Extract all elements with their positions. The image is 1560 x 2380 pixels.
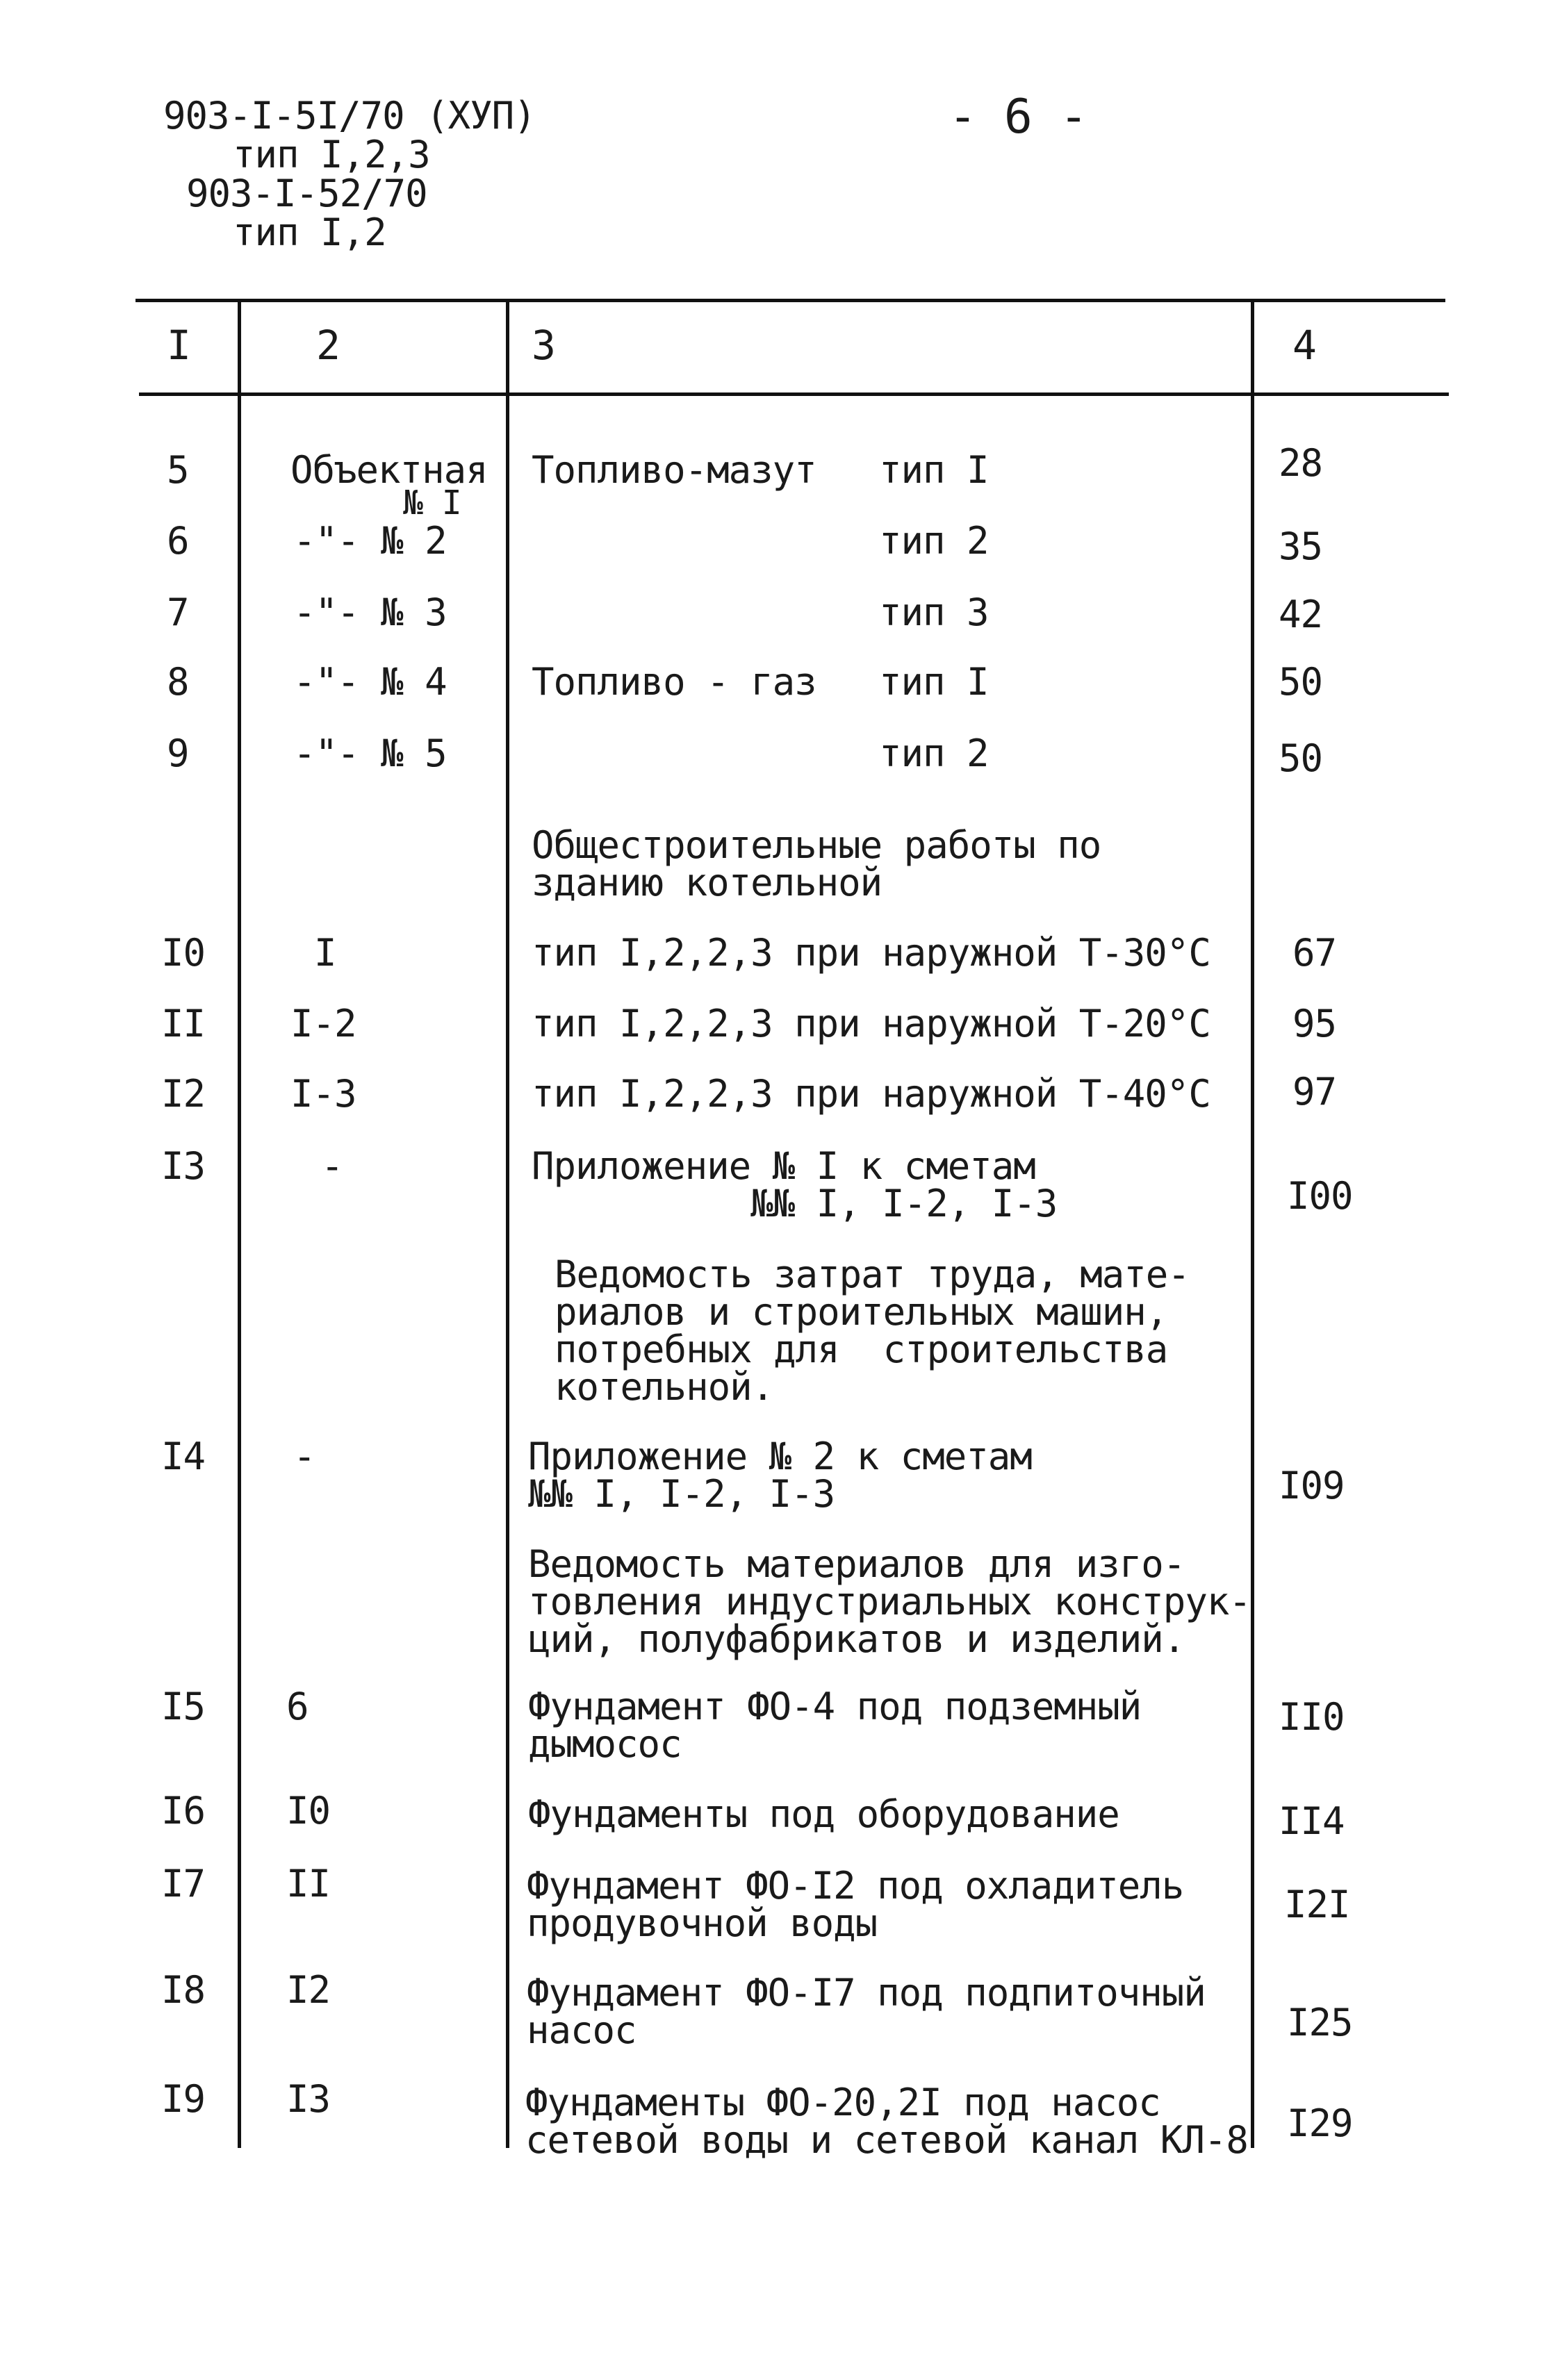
row-description: Приложение № 2 к сметам №№ I, I-2, I-3 (528, 1435, 1032, 1516)
sheet-name: II (286, 1862, 331, 1906)
row-number: I0 (161, 931, 206, 975)
sheet-name: I3 (286, 2077, 331, 2121)
row-number: I4 (161, 1435, 206, 1478)
row-description: Фундаменты под оборудование (528, 1792, 1119, 1836)
section-note: Ведомость затрат труда, мате- риалов и строительных машин, потребных для строительства котельной. (555, 1253, 1190, 1409)
row-number: II (161, 1002, 206, 1046)
doc-code-1: 903-I-5I/70 (XУП) (163, 94, 536, 138)
page-reference: 42 (1279, 593, 1323, 636)
page-reference: 50 (1279, 660, 1323, 704)
page-reference: II4 (1279, 1799, 1345, 1843)
row-number: 7 (167, 590, 189, 634)
sheet-number: № I (403, 484, 461, 522)
sheet-name: -"- № 5 (293, 732, 447, 775)
row-description: Топливо - газ (532, 660, 816, 704)
section-note: Ведомость материалов для изго- товления индустриальных конструк- ций, полуфабрикатов и изделий. (528, 1542, 1251, 1661)
row-number: I3 (161, 1144, 206, 1188)
row-number: 6 (167, 519, 189, 563)
row-description: тип I,2,2,3 при наружной Т-40°С (532, 1072, 1210, 1116)
col-divider-3 (1251, 300, 1254, 2148)
row-number: 8 (167, 660, 189, 704)
page-reference: 67 (1292, 931, 1337, 975)
sheet-name: I (314, 931, 336, 975)
sheet-name: I2 (286, 1968, 331, 2012)
row-type: тип I (879, 448, 989, 492)
row-description: Фундаменты ФО-20,2I под насос сетевой воды и сетевой канал КЛ-8 (525, 2081, 1248, 2162)
row-type: тип 2 (879, 732, 989, 775)
doc-code-2: 903-I-52/70 (186, 172, 427, 215)
row-description: тип I,2,2,3 при наружной Т-20°С (532, 1002, 1210, 1046)
section-note: Общестроительные работы по зданию котельной (532, 823, 1101, 904)
sheet-name: I-2 (290, 1002, 356, 1046)
page-reference: I25 (1287, 2001, 1353, 2044)
row-number: I6 (161, 1789, 206, 1833)
row-number: I5 (161, 1685, 206, 1728)
row-number: I7 (161, 1862, 206, 1906)
sheet-name: 6 (286, 1685, 309, 1728)
column-header-3: 3 (532, 322, 556, 369)
row-description: Топливо-мазут (532, 448, 816, 492)
sheet-name: - (293, 1435, 315, 1478)
sheet-name: -"- № 3 (293, 590, 447, 634)
sheet-name: -"- № 2 (293, 519, 447, 563)
page-reference: 50 (1279, 736, 1323, 780)
doc-type-2: тип I,2 (233, 210, 386, 254)
page-reference: II0 (1279, 1695, 1345, 1739)
page-reference: I29 (1287, 2101, 1353, 2145)
sheet-name: I-3 (290, 1072, 356, 1116)
row-number: I8 (161, 1968, 206, 2012)
page-reference: I00 (1287, 1174, 1353, 1218)
row-description: Фундамент ФО-I7 под подпиточный насос (527, 1971, 1206, 2052)
column-header-2: 2 (316, 322, 340, 369)
col-divider-2 (506, 300, 509, 2148)
row-number: 9 (167, 732, 189, 775)
column-header-1: I (167, 322, 191, 369)
row-number: I2 (161, 1072, 206, 1116)
column-header-4: 4 (1292, 322, 1317, 369)
table-top-rule (136, 299, 1445, 302)
page-reference: 35 (1279, 524, 1323, 568)
sheet-name: -"- № 4 (293, 660, 447, 704)
row-description: Фундамент ФО-4 под подземный дымосос (528, 1685, 1142, 1766)
page-reference: 95 (1292, 1002, 1337, 1046)
row-type: тип 2 (879, 519, 989, 563)
page-reference: I2I (1284, 1883, 1350, 1926)
doc-type-1: тип I,2,3 (233, 133, 430, 176)
page-number: - 6 - (949, 90, 1087, 144)
row-number: I9 (161, 2077, 206, 2121)
sheet-name: I0 (286, 1789, 331, 1833)
page-reference: I09 (1279, 1464, 1345, 1507)
row-description: Фундамент ФО-I2 под охладитель продувочной воды (527, 1864, 1184, 1945)
sheet-name: Объектная (290, 448, 488, 492)
row-number: 5 (167, 448, 189, 492)
row-type: тип I (879, 660, 989, 704)
col-divider-1 (238, 300, 241, 2148)
row-description: тип I,2,2,3 при наружной Т-30°С (532, 931, 1210, 975)
row-type: тип 3 (879, 590, 989, 634)
sheet-name: - (321, 1144, 343, 1188)
page-reference: 97 (1292, 1070, 1337, 1114)
row-description: Приложение № I к сметам №№ I, I-2, I-3 (532, 1144, 1058, 1225)
page-reference: 28 (1279, 441, 1323, 485)
